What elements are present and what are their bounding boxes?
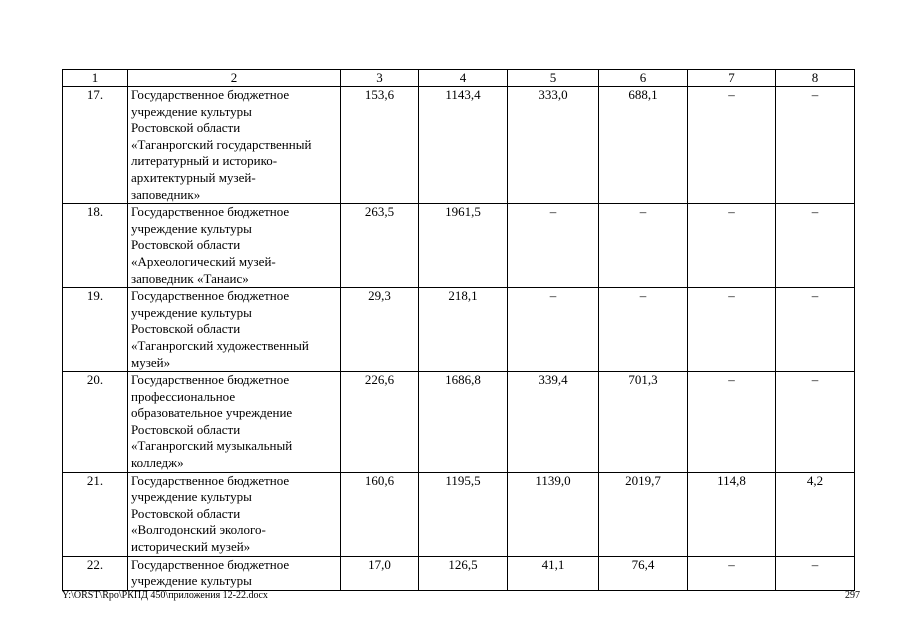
footer-file-path: Y:\ORST\Rpo\РКПД 450\приложения 12-22.docx [62,590,268,601]
cell-col5: 339,4 [508,372,599,473]
cell-col8: – [776,372,855,473]
cell-col8: – [776,288,855,372]
cell-col6: 688,1 [599,87,688,204]
cell-col4: 1961,5 [419,204,508,288]
cell-col8: – [776,556,855,590]
cell-col3: 226,6 [341,372,419,473]
institution-name: Государственное бюджетное учреждение культуры Ростовской области «Таганрогский государственный литературный и историко- архитектурный музей- заповедник» [128,87,341,204]
table-row [63,87,855,204]
institution-name: Государственное бюджетное учреждение культуры [128,556,341,590]
cell-col8: – [776,87,855,204]
cell-col5: 41,1 [508,556,599,590]
cell-col8: 4,2 [776,472,855,556]
cell-col7: – [688,204,776,288]
cell-col3: 263,5 [341,204,419,288]
cell-col5: 333,0 [508,87,599,204]
cell-col3: 29,3 [341,288,419,372]
row-number: 21. [63,472,128,556]
cell-col6: – [599,288,688,372]
cell-col4: 218,1 [419,288,508,372]
table-row [63,204,855,288]
cell-col4: 126,5 [419,556,508,590]
row-number: 19. [63,288,128,372]
cell-col3: 160,6 [341,472,419,556]
cell-col6: 2019,7 [599,472,688,556]
cell-col7: – [688,372,776,473]
cell-col6: 701,3 [599,372,688,473]
institution-name: Государственное бюджетное профессиональное образовательное учреждение Ростовской области «Таганрогский музыкальный колледж» [128,372,341,473]
cell-col7: – [688,87,776,204]
column-header: 7 [688,70,776,87]
column-header: 3 [341,70,419,87]
institution-name: Государственное бюджетное учреждение культуры Ростовской области «Волгодонский эколого- исторический музей» [128,472,341,556]
institution-name: Государственное бюджетное учреждение культуры Ростовской области «Археологический музей- заповедник «Танаис» [128,204,341,288]
page-number: 297 [845,590,860,601]
table-row [63,288,855,372]
row-number: 20. [63,372,128,473]
cell-col4: 1686,8 [419,372,508,473]
column-header: 4 [419,70,508,87]
column-header: 5 [508,70,599,87]
row-number: 17. [63,87,128,204]
column-header: 2 [128,70,341,87]
header-row [63,70,855,87]
column-header: 1 [63,70,128,87]
cell-col7: 114,8 [688,472,776,556]
cell-col4: 1195,5 [419,472,508,556]
row-number: 22. [63,556,128,590]
cell-col5: 1139,0 [508,472,599,556]
table-row [63,556,855,590]
table-row [63,472,855,556]
cell-col5: – [508,288,599,372]
cell-col6: – [599,204,688,288]
cell-col3: 153,6 [341,87,419,204]
table-row [63,372,855,473]
cell-col6: 76,4 [599,556,688,590]
cell-col7: – [688,556,776,590]
column-header: 6 [599,70,688,87]
column-header: 8 [776,70,855,87]
cell-col7: – [688,288,776,372]
institution-name: Государственное бюджетное учреждение культуры Ростовской области «Таганрогский художественный музей» [128,288,341,372]
cell-col4: 1143,4 [419,87,508,204]
cell-col8: – [776,204,855,288]
cell-col3: 17,0 [341,556,419,590]
row-number: 18. [63,204,128,288]
cell-col5: – [508,204,599,288]
budget-table [62,69,855,591]
